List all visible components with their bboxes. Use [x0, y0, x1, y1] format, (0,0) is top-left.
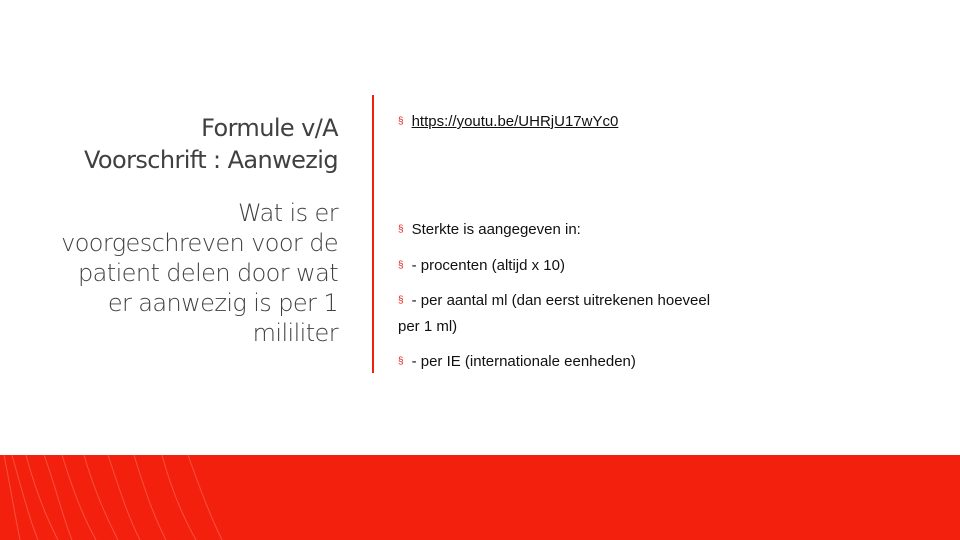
- subtitle-line-4: er aanwezig is per 1: [107, 289, 338, 317]
- bullet-item-ie: [398, 350, 636, 376]
- bullet-mark-icon: §: [398, 260, 404, 271]
- subtitle-line-5: mililiter: [252, 319, 338, 347]
- bullet-text: - per IE (internationale eenheden): [411, 353, 636, 370]
- bullet-text: - per aantal ml (dan eerst uitrekenen hoeveel: [411, 292, 711, 309]
- subtitle-line-3: patient delen door wat: [78, 259, 338, 287]
- bullet-item-sterkte: [398, 218, 581, 244]
- bullet-item-procenten: [398, 254, 565, 280]
- bullet-text-continuation: per 1 ml): [398, 318, 458, 335]
- title-block: [8, 112, 338, 348]
- bullet-text: Sterkte is aangegeven in:: [411, 221, 581, 238]
- slide-subtitle: [8, 198, 338, 348]
- slide-title: [8, 112, 338, 176]
- video-link[interactable]: https://youtu.be/UHRjU17wYc0: [411, 113, 619, 130]
- bullet-item-aantal-ml: [398, 289, 710, 339]
- slide-title-line-1: Formule v/A: [201, 114, 338, 142]
- bullet-mark-icon: §: [398, 224, 404, 235]
- bullet-mark-icon: §: [398, 295, 404, 306]
- subtitle-line-2: voorgeschreven voor de: [61, 229, 338, 257]
- vertical-divider: [372, 95, 374, 373]
- bullet-mark-icon: §: [398, 356, 404, 367]
- bullet-mark-icon: §: [398, 116, 404, 127]
- footer-band: [0, 455, 960, 540]
- footer-pattern: [0, 455, 960, 540]
- slide-title-line-2: Voorschrift : Aanwezig: [83, 146, 338, 174]
- bullet-text: - procenten (altijd x 10): [411, 257, 565, 274]
- subtitle-line-1: Wat is er: [238, 199, 338, 227]
- bullet-item-video-link[interactable]: [398, 110, 618, 136]
